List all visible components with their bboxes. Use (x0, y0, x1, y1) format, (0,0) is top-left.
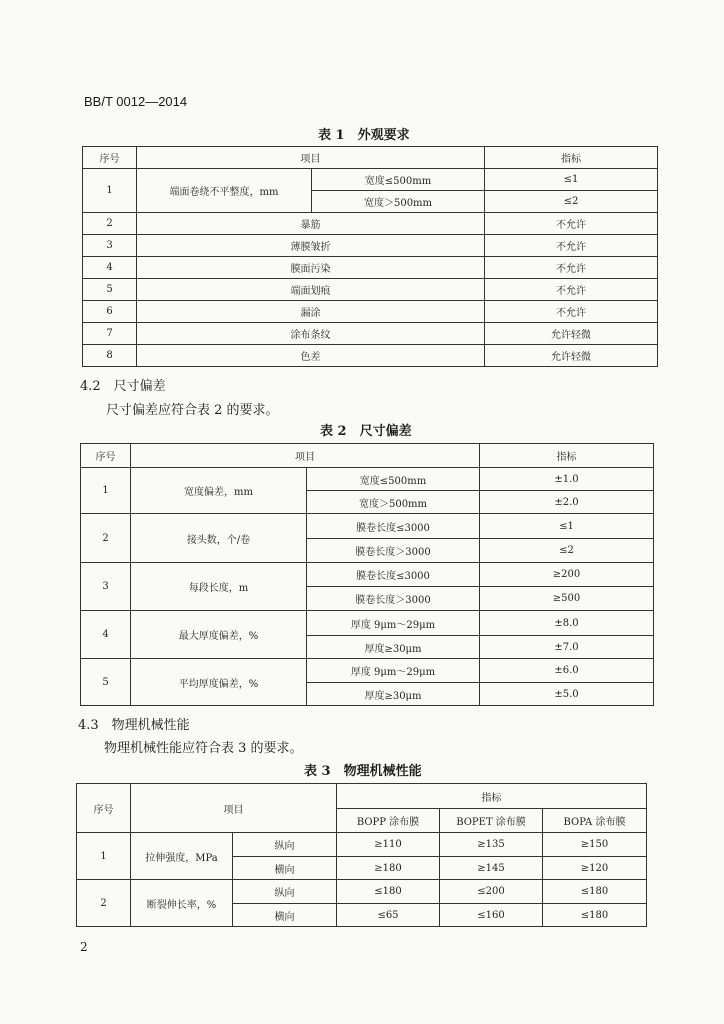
table2 (80, 443, 654, 706)
table2-sub: 膜卷长度≤3000 (307, 514, 480, 539)
table2-sub: 宽度≤500mm (307, 468, 480, 491)
table3-bopp: ≤180 (337, 880, 440, 904)
table1-caption: 表 1 外观要求 (318, 128, 410, 143)
table2-index: ±5.0 (480, 683, 654, 706)
table2-header-item: 项目 (131, 444, 480, 468)
table2-index: ±7.0 (480, 636, 654, 659)
section-4-3-heading: 4.3 物理机械性能 (78, 718, 190, 733)
section-4-2-text: 尺寸偏差应符合表 2 的要求。 (106, 403, 279, 418)
table2-sub: 厚度≥30μm (307, 636, 480, 659)
table-row (83, 323, 658, 345)
table2-seq: 2 (81, 514, 131, 563)
table2-header-index: 指标 (480, 444, 654, 468)
table2-index: ≥500 (480, 587, 654, 611)
table1-header-item: 项目 (137, 147, 485, 169)
table3-bopa: ≤180 (543, 904, 647, 927)
table3-item: 拉伸强度，MPa (131, 833, 233, 880)
table2-index: ≤1 (480, 514, 654, 539)
table1-sub: 宽度≤500mm (312, 169, 485, 191)
table1-seq: 4 (83, 257, 137, 279)
table2-seq: 4 (81, 611, 131, 659)
table-row (83, 257, 658, 279)
table2-index: ≤2 (480, 539, 654, 563)
table3-sub: 纵向 (233, 833, 337, 857)
table3-bopp: ≥180 (337, 857, 440, 880)
table3-bopet: ≥145 (440, 857, 543, 880)
table3-header-bopa: BOPA 涂布膜 (543, 809, 647, 833)
table2-index: ±1.0 (480, 468, 654, 491)
table1-seq: 7 (83, 323, 137, 345)
table1-index: ≤2 (485, 191, 658, 213)
table2-sub: 宽度＞500mm (307, 491, 480, 514)
table2-item: 接头数，个/卷 (131, 514, 307, 563)
table3-caption: 表 3 物理机械性能 (304, 764, 422, 779)
table2-header-seq: 序号 (81, 444, 131, 468)
table3-sub: 横向 (233, 904, 337, 927)
table2-item: 最大厚度偏差，% (131, 611, 307, 659)
table3-bopa: ≥120 (543, 857, 647, 880)
table3-sub: 横向 (233, 857, 337, 880)
table3-header-item: 项目 (131, 784, 337, 833)
table1-item: 薄膜皱折 (137, 235, 485, 257)
table1-item: 膜面污染 (137, 257, 485, 279)
table2-index: ±2.0 (480, 491, 654, 514)
table2-sub: 膜卷长度≤3000 (307, 563, 480, 587)
table1-index: 不允许 (485, 257, 658, 279)
table-row (83, 345, 658, 367)
page-number: 2 (80, 940, 88, 954)
table2-sub: 膜卷长度＞3000 (307, 587, 480, 611)
table2-index: ±8.0 (480, 611, 654, 636)
table3-bopp: ≥110 (337, 833, 440, 857)
table2-seq: 3 (81, 563, 131, 611)
table2-seq: 5 (81, 659, 131, 706)
table1-item: 端面卷绕不平整度，mm (137, 169, 312, 213)
table1-index: ≤1 (485, 169, 658, 191)
table1-seq: 1 (83, 169, 137, 213)
table2-item: 每段长度，m (131, 563, 307, 611)
table1-header-index: 指标 (485, 147, 658, 169)
table-row (83, 301, 658, 323)
table2-index: ≥200 (480, 563, 654, 587)
table2-caption: 表 2 尺寸偏差 (320, 424, 412, 439)
table1-seq: 3 (83, 235, 137, 257)
standard-code: BB/T 0012—2014 (84, 94, 188, 109)
table3-header-bopp: BOPP 涂布膜 (337, 809, 440, 833)
table3-bopet: ≥135 (440, 833, 543, 857)
table1-item: 色差 (137, 345, 485, 367)
table-row (83, 279, 658, 301)
table2-item: 平均厚度偏差，% (131, 659, 307, 706)
table-row (83, 235, 658, 257)
table1-index: 允许轻微 (485, 323, 658, 345)
table3-bopet: ≤200 (440, 880, 543, 904)
table3-item: 断裂伸长率，% (131, 880, 233, 927)
table1 (82, 146, 658, 367)
table1-index: 不允许 (485, 279, 658, 301)
table2-sub: 厚度 9μm～29μm (307, 611, 480, 636)
table2-index: ±6.0 (480, 659, 654, 683)
table3-seq: 1 (77, 833, 131, 880)
table3-header-bopet: BOPET 涂布膜 (440, 809, 543, 833)
table2-sub: 膜卷长度＞3000 (307, 539, 480, 563)
table3 (76, 783, 647, 927)
table1-seq: 5 (83, 279, 137, 301)
table1-index: 不允许 (485, 235, 658, 257)
table2-sub: 厚度≥30μm (307, 683, 480, 706)
table3-sub: 纵向 (233, 880, 337, 904)
table1-seq: 2 (83, 213, 137, 235)
table1-seq: 8 (83, 345, 137, 367)
table2-item: 宽度偏差，mm (131, 468, 307, 514)
table3-seq: 2 (77, 880, 131, 927)
table1-header-seq: 序号 (83, 147, 137, 169)
table3-bopa: ≤180 (543, 880, 647, 904)
table3-bopp: ≤65 (337, 904, 440, 927)
table3-bopet: ≤160 (440, 904, 543, 927)
table1-index: 允许轻微 (485, 345, 658, 367)
table1-index: 不允许 (485, 301, 658, 323)
table1-item: 漏涂 (137, 301, 485, 323)
table3-header-index: 指标 (337, 784, 647, 809)
table3-header-seq: 序号 (77, 784, 131, 833)
table1-index: 不允许 (485, 213, 658, 235)
table3-bopa: ≥150 (543, 833, 647, 857)
table1-seq: 6 (83, 301, 137, 323)
table2-sub: 厚度 9μm～29μm (307, 659, 480, 683)
table1-item: 涂布条纹 (137, 323, 485, 345)
table1-item: 暴筋 (137, 213, 485, 235)
section-4-2-heading: 4.2 尺寸偏差 (80, 379, 166, 394)
section-4-3-text: 物理机械性能应符合表 3 的要求。 (104, 741, 303, 756)
table1-sub: 宽度＞500mm (312, 191, 485, 213)
table-row (83, 213, 658, 235)
table1-item: 端面划痕 (137, 279, 485, 301)
table2-seq: 1 (81, 468, 131, 514)
